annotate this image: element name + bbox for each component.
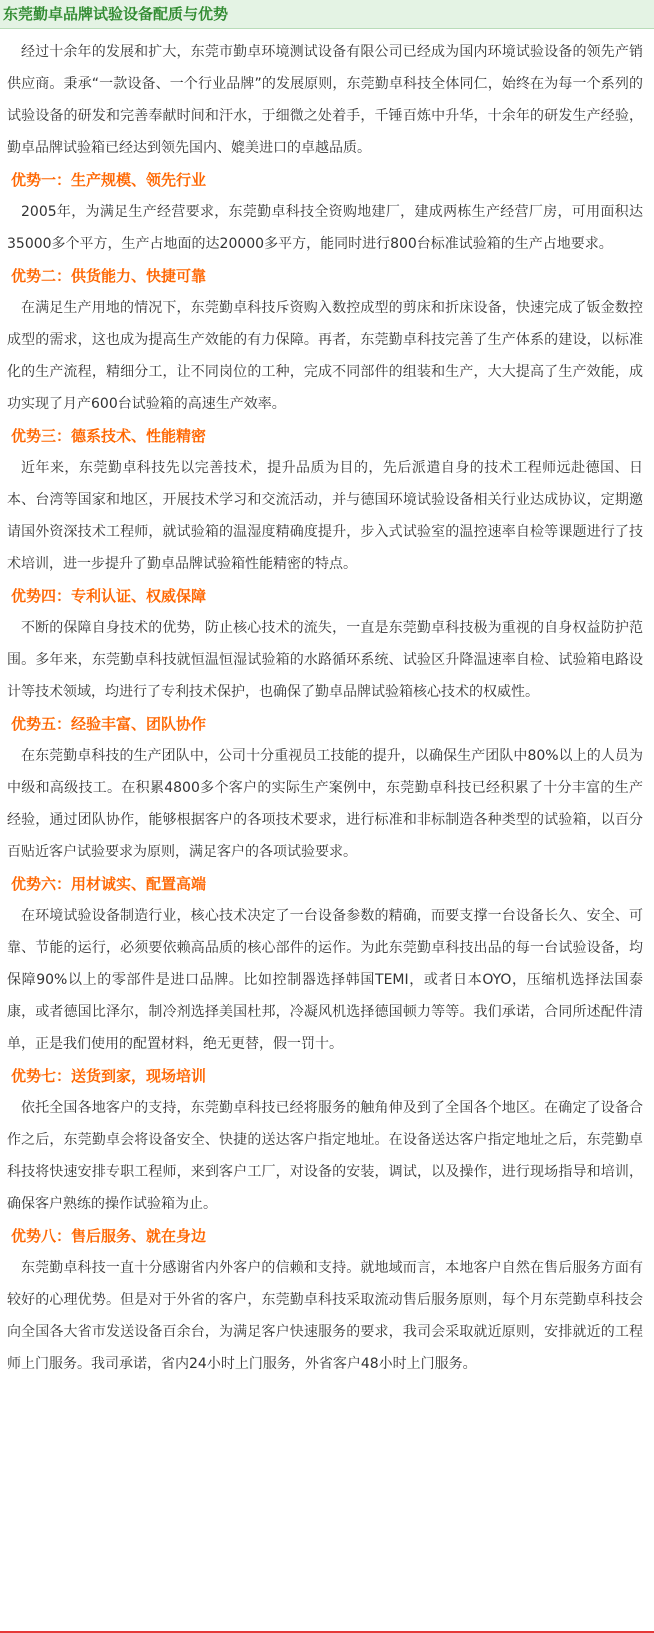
- section-heading-8: 优势八：售后服务、就在身边: [11, 1227, 207, 1245]
- article-body: [7, 36, 643, 1380]
- section-body-6: 在环境试验设备制造行业，核心技术决定了一台设备参数的精确，而要支撑一台设备长久、安全、可靠、节能的运行，必须要依赖高品质的核心部件的运作。为此东莞勤卓科技出品的每一台试验设备，均保障90%以上的零部件是进口品牌。比如控制器选择韩国TEMI，或者日本OYO，压缩机选择法国泰康，或者德国比泽尔，制冷剂选择美国杜邦，冷凝风机选择德国顿力等等。我们承诺，合同所述配件清单，正是我们使用的配置材料，绝无更替，假一罚十。: [7, 908, 643, 1052]
- section-body-1: 2005年，为满足生产经营要求，东莞勤卓科技全资购地建厂，建成两栋生产经营厂房，可用面积达35000多个平方，生产占地面的达20000多平方，能同时进行800台标准试验箱的生产占地要求。: [7, 204, 643, 252]
- section-body-2: 在满足生产用地的情况下，东莞勤卓科技斥资购入数控成型的剪床和折床设备，快速完成了钣金数控成型的需求，这也成为提高生产效能的有力保障。再者，东莞勤卓科技完善了生产体系的建设，以标准化的生产流程，精细分工，让不同岗位的工种，完成不同部件的组装和生产，大大提高了生产效能，成功实现了月产600台试验箱的高速生产效率。: [7, 300, 643, 412]
- section-heading-7: 优势七：送货到家，现场培训: [11, 1067, 207, 1085]
- section-heading-1: 优势一：生产规模、领先行业: [11, 171, 207, 189]
- intro-paragraph: 经过十余年的发展和扩大，东莞市勤卓环境测试设备有限公司已经成为国内环境试验设备的领先产销供应商。秉承“一款设备、一个行业品牌”的发展原则，东莞勤卓科技全体同仁，始终在为每一个系列的试验设备的研发和完善奉献时间和汗水，于细微之处着手，千锤百炼中升华，十余年的研发生产经验，勤卓品牌试验箱已经达到领先国内、媲美进口的卓越品质。: [7, 44, 643, 156]
- section-heading-6: 优势六：用材诚实、配置高端: [11, 875, 207, 893]
- section-body-5: 在东莞勤卓科技的生产团队中，公司十分重视员工技能的提升，以确保生产团队中80%以上的人员为中级和高级技工。在积累4800多个客户的实际生产案例中，东莞勤卓科技已经积累了十分丰富的生产经验，通过团队协作，能够根据客户的各项技术要求，进行标准和非标制造各种类型的试验箱，以百分百贴近客户试验要求为原则，满足客户的各项试验要求。: [7, 748, 643, 860]
- page-title: 东莞勤卓品牌试验设备配质与优势: [3, 5, 229, 23]
- section-heading-2: 优势二：供货能力、快捷可靠: [11, 267, 207, 285]
- section-body-3: 近年来，东莞勤卓科技先以完善技术，提升品质为目的，先后派遣自身的技术工程师远赴德国、日本、台湾等国家和地区，开展技术学习和交流活动，并与德国环境试验设备相关行业达成协议，定期邀请国外资深技术工程师，就试验箱的温湿度精确度提升，步入式试验室的温控速率自检等课题进行了技术培训，进一步提升了勤卓品牌试验箱性能精密的特点。: [7, 460, 643, 572]
- section-heading-5: 优势五：经验丰富、团队协作: [11, 715, 207, 733]
- section-body-8: 东莞勤卓科技一直十分感谢省内外客户的信赖和支持。就地域而言，本地客户自然在售后服务方面有较好的心理优势。但是对于外省的客户，东莞勤卓科技采取流动售后服务原则，每个月东莞勤卓科技会向全国各大省市发送设备百余台，为满足客户快速服务的要求，我司会采取就近原则，安排就近的工程师上门服务。我司承诺，省内24小时上门服务，外省客户48小时上门服务。: [7, 1260, 643, 1372]
- page-header: [0, 0, 654, 29]
- section-heading-3: 优势三：德系技术、性能精密: [11, 427, 207, 445]
- section-heading-4: 优势四：专利认证、权威保障: [11, 587, 207, 605]
- section-body-4: 不断的保障自身技术的优势，防止核心技术的流失，一直是东莞勤卓科技极为重视的自身权益防护范围。多年来，东莞勤卓科技就恒温恒湿试验箱的水路循环系统、试验区升降温速率自检、试验箱电路设计等技术领域，均进行了专利技术保护，也确保了勤卓品牌试验箱核心技术的权威性。: [7, 620, 643, 700]
- section-body-7: 依托全国各地客户的支持，东莞勤卓科技已经将服务的触角伸及到了全国各个地区。在确定了设备合作之后，东莞勤卓会将设备安全、快捷的送达客户指定地址。在设备送达客户指定地址之后，东莞勤卓科技将快速安排专职工程师，来到客户工厂，对设备的安装，调试，以及操作，进行现场指导和培训，确保客户熟练的操作试验箱为止。: [7, 1100, 643, 1212]
